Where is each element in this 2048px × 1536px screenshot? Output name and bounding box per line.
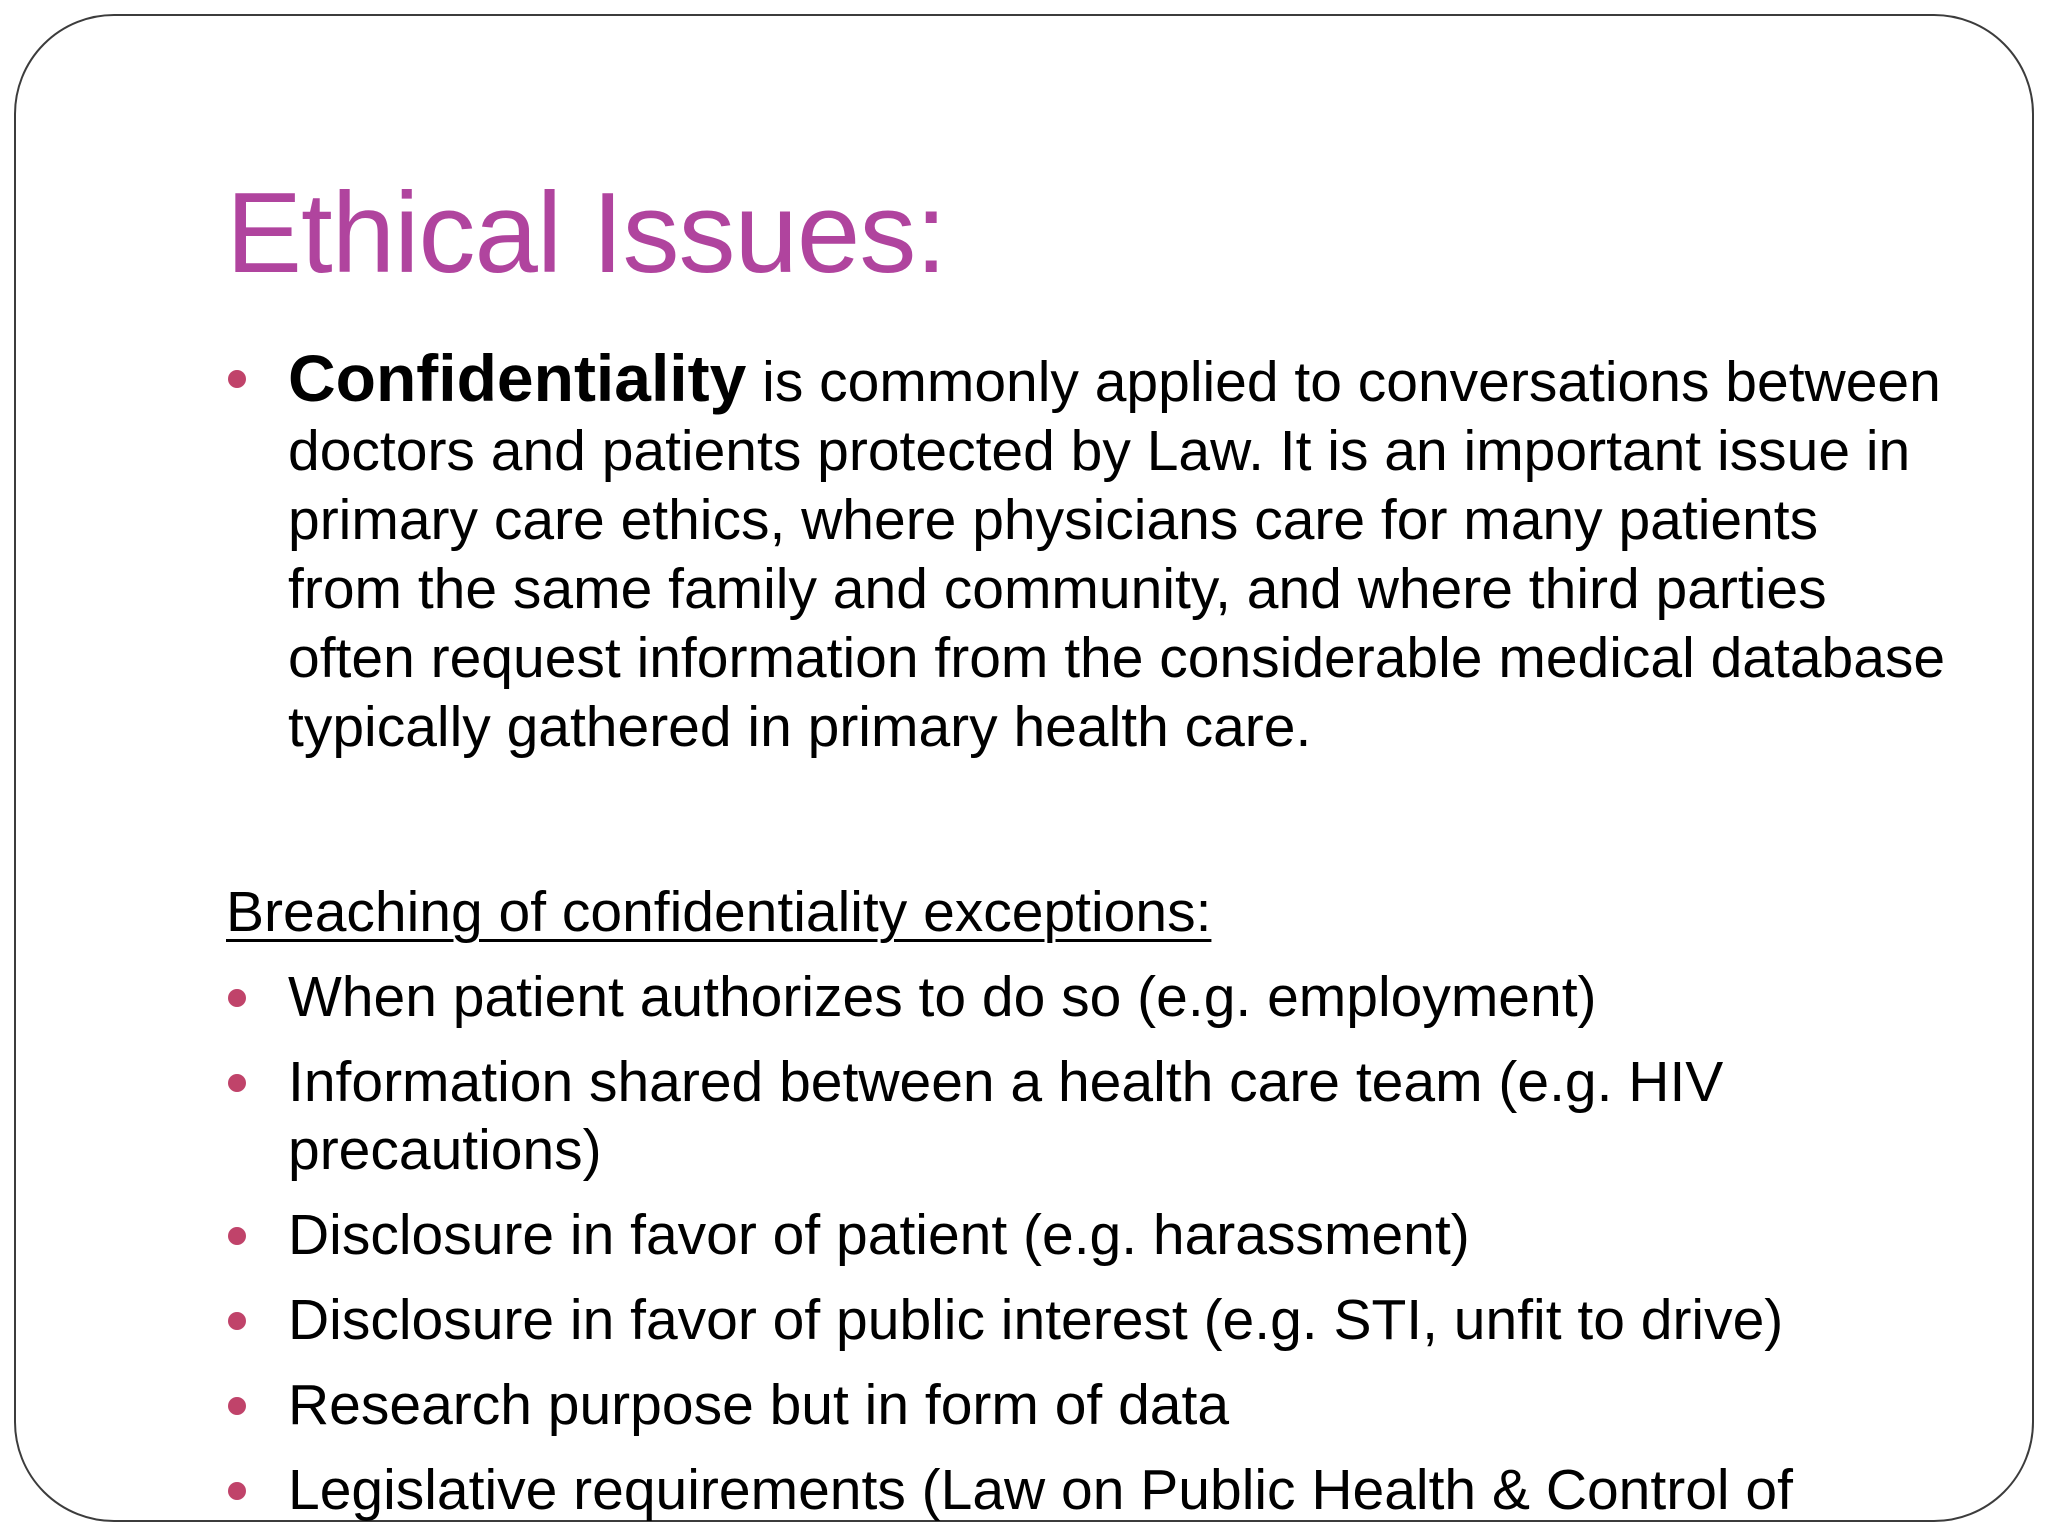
exceptions-heading: Breaching of confidentiality exceptions: [226, 880, 1212, 944]
exception-item [226, 1201, 1946, 1269]
bullet-dot-icon [228, 370, 246, 388]
bullet-dot-icon [228, 1312, 246, 1330]
bullet-dot-icon [228, 1397, 246, 1415]
confidentiality-description: is commonly applied to conversations between doctors and patients protected by Law. It is an important issue in primary care ethics, where physicians care for many patients from the same family and community, and where third parties often request information from the considerable medical database typically gathered in primary health care. [288, 350, 1946, 759]
bullet-dot-icon [228, 1482, 246, 1500]
slide-title: Ethical Issues: [226, 170, 946, 297]
exceptions-list [226, 963, 1946, 1536]
confidentiality-bullet [226, 341, 1946, 762]
exception-item [226, 1286, 1946, 1354]
confidentiality-paragraph [226, 341, 1946, 762]
exception-item [226, 1048, 1946, 1184]
exception-text: Legislative requirements (Law on Public Health & Control of [288, 1458, 1793, 1522]
bullet-dot-icon [228, 1227, 246, 1245]
exception-text: Disclosure in favor of patient (e.g. harassment) [288, 1203, 1470, 1267]
bullet-dot-icon [228, 1074, 246, 1092]
exception-text: Research purpose but in form of data [288, 1373, 1230, 1437]
bullet-dot-icon [228, 989, 246, 1007]
exception-text: Information shared between a health care team (e.g. HIV precautions) [288, 1050, 1724, 1182]
exception-text: Disclosure in favor of public interest (e.g. STI, unfit to drive) [288, 1288, 1784, 1352]
exception-item [226, 1456, 1946, 1524]
exception-text: When patient authorizes to do so (e.g. employment) [288, 965, 1597, 1029]
exception-item [226, 1371, 1946, 1439]
confidentiality-term: Confidentiality [288, 341, 747, 415]
exception-item [226, 963, 1946, 1031]
